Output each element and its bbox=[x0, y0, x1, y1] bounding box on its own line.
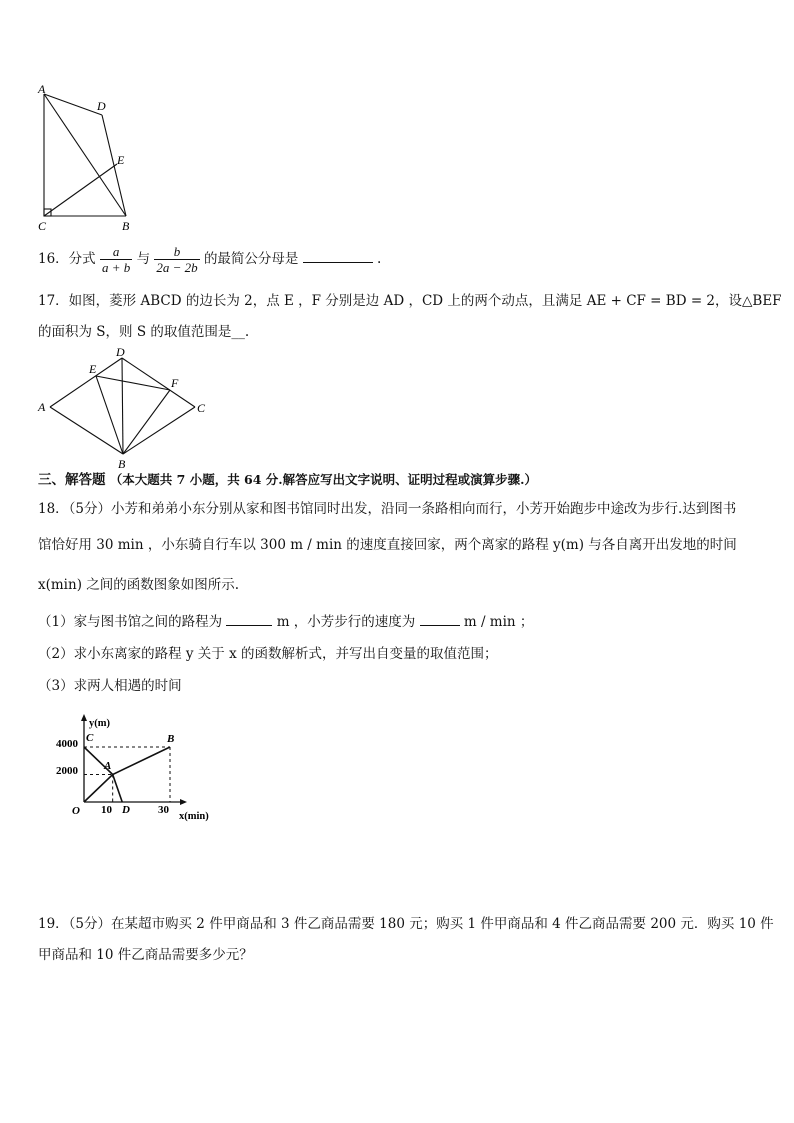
q16-tail: 的最简公分母是 bbox=[203, 251, 299, 267]
label-b: B bbox=[122, 219, 130, 233]
question-18-part-2: （2）求小东离家的路程 y 关于 x 的函数解析式，并写出自变量的取值范围； bbox=[38, 646, 498, 662]
diagonal-bd bbox=[122, 358, 123, 454]
label-b: B bbox=[118, 457, 126, 471]
label-a: A bbox=[38, 400, 46, 414]
x-axis-arrow bbox=[180, 799, 187, 805]
q16-end: . bbox=[377, 251, 382, 267]
point-o-label: O bbox=[72, 805, 80, 817]
fraction-2-denominator: 2a − 2b bbox=[156, 260, 198, 275]
question-18-part-1 bbox=[38, 613, 533, 631]
y-tick-4000: 4000 bbox=[56, 738, 78, 750]
part-1-b: m ，小芳步行的速度为 bbox=[276, 614, 416, 630]
x-tick-30: 30 bbox=[158, 804, 169, 816]
y-axis-arrow bbox=[81, 714, 87, 721]
fraction-1 bbox=[100, 244, 132, 275]
part-1-a: （1）家与图书馆之间的路程为 bbox=[38, 614, 223, 630]
distance-time-chart bbox=[48, 712, 228, 824]
part-1-c: m / min ； bbox=[463, 614, 534, 630]
point-c-label: C bbox=[86, 732, 94, 744]
rhombus-figure bbox=[34, 344, 214, 472]
fraction-2 bbox=[154, 244, 199, 275]
point-a-label: A bbox=[104, 760, 112, 772]
label-e: E bbox=[89, 362, 97, 376]
question-18-line-2: 馆恰好用 30 min ，小东骑自行车以 300 m / min 的速度直接回家，两个离家的路程 y(m) 与各自离开出发地的时间 bbox=[38, 537, 737, 553]
section-note: （本大题共 7 小题，共 64 分.解答应写出文字说明、证明过程或演算步骤.） bbox=[109, 472, 538, 487]
point-d-label: D bbox=[122, 804, 130, 816]
question-19-line-2: 甲商品和 10 件乙商品需要多少元？ bbox=[38, 947, 253, 963]
label-e: E bbox=[117, 153, 125, 167]
rhombus-cb bbox=[123, 407, 195, 454]
question-17-line-2: 的面积为 S，则 S 的取值范围是__. bbox=[38, 324, 250, 340]
question-17-line-1: 17．如图，菱形 ABCD 的边长为 2，点 E ，F 分别是边 AD ，CD 上的两个动点，且满足 AE + CF = BD = 2，设△BEF bbox=[38, 293, 782, 309]
fraction-1-numerator: a bbox=[100, 244, 132, 260]
section-3-header bbox=[38, 471, 537, 489]
quadrilateral-figure bbox=[30, 82, 140, 234]
question-18-line-3: x(min) 之间的函数图象如图所示. bbox=[38, 577, 240, 593]
y-tick-2000: 2000 bbox=[56, 765, 78, 777]
question-18-part-3: （3）求两人相遇的时间 bbox=[38, 678, 182, 694]
segment-bf bbox=[123, 390, 170, 454]
q16-prefix: 16．分式 bbox=[38, 251, 96, 267]
label-c: C bbox=[197, 401, 206, 415]
answer-blank[interactable] bbox=[303, 250, 373, 263]
question-19-line-1: 19．（5分）在某超市购买 2 件甲商品和 3 件乙商品需要 180 元；购买 1 件甲商品和 4 件乙商品需要 200 元．购买 10 件 bbox=[38, 916, 774, 932]
x-tick-10: 10 bbox=[101, 804, 112, 816]
segment-be bbox=[96, 376, 123, 454]
question-16 bbox=[38, 244, 381, 275]
fraction-1-denominator: a + b bbox=[101, 260, 131, 275]
distance-blank[interactable] bbox=[226, 613, 272, 626]
y-axis-label: y(m) bbox=[89, 718, 110, 729]
fraction-2-numerator: b bbox=[154, 244, 199, 260]
segment-ce bbox=[44, 164, 117, 216]
label-d: D bbox=[116, 345, 125, 359]
segment-ab bbox=[44, 94, 126, 216]
x-axis-label: x(min) bbox=[179, 811, 209, 822]
label-f: F bbox=[171, 376, 179, 390]
label-c: C bbox=[38, 219, 47, 233]
label-d: D bbox=[97, 99, 106, 113]
segment-ad bbox=[44, 94, 102, 115]
rhombus-ba bbox=[50, 407, 123, 454]
point-b-label: B bbox=[167, 733, 175, 745]
speed-blank[interactable] bbox=[420, 613, 460, 626]
q16-mid: 与 bbox=[136, 251, 151, 267]
rhombus-ad bbox=[50, 358, 122, 407]
section-title: 三、解答题 bbox=[38, 472, 106, 488]
label-a: A bbox=[38, 82, 46, 96]
question-18-line-1: 18．（5分）小芳和弟弟小东分别从家和图书馆同时出发，沿同一条路相向而行，小芳开始跑步中途改为步行.达到图书 bbox=[38, 501, 737, 517]
